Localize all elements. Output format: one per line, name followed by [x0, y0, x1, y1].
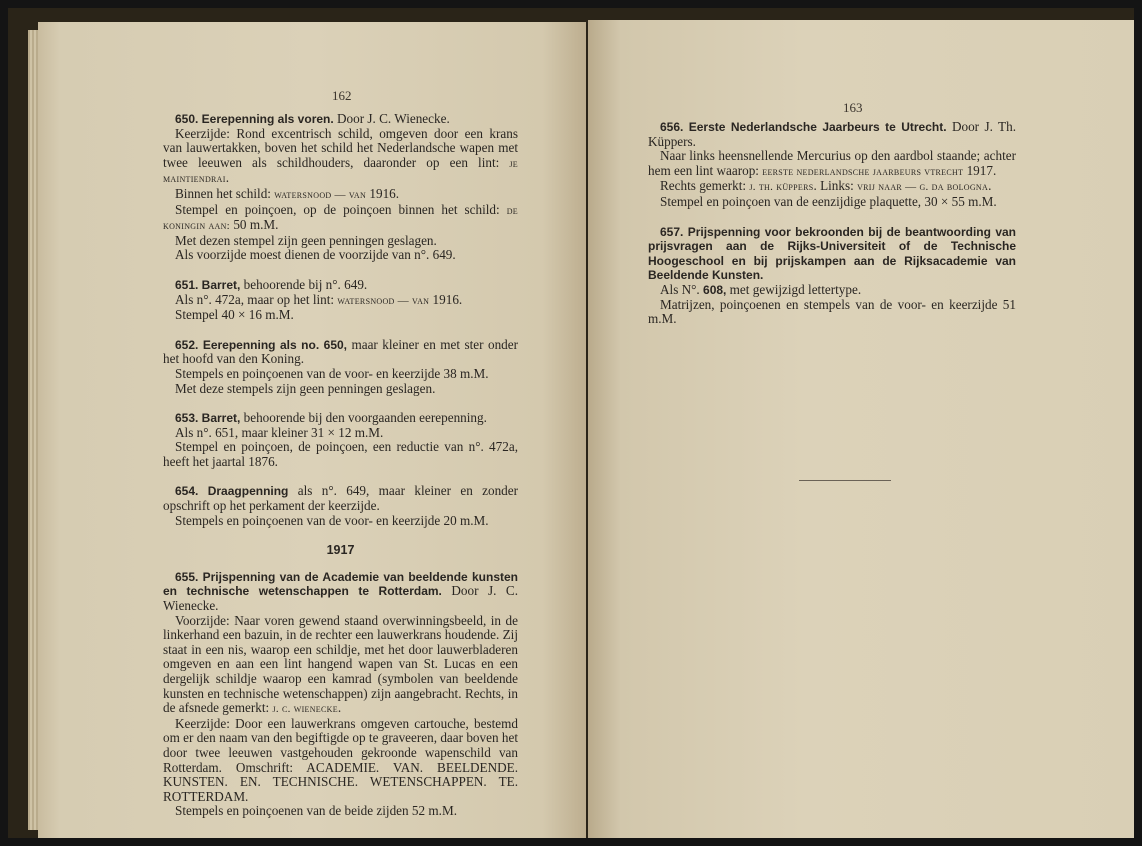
line-segment: watersnood — van [337, 294, 430, 307]
entry-heading [648, 120, 1016, 149]
line-segment: j. c. wienecke [272, 703, 338, 716]
line-segment: Als voorzijde moest dienen de voorzijde van n°. 649. [175, 247, 456, 263]
entry-line [163, 234, 518, 249]
line-segment: Keerzijde: Rond excentrisch schild, omgeven door een krans van lauwertakken, boven het schild het Nederlandsche wapen met twee leeuwen als schildhouders, daaronder op een lint: [163, 125, 518, 170]
entry-heading-rest: maar kleiner en met ster onder het hoofd van den Koning. [163, 336, 519, 367]
line-segment: . [337, 700, 342, 716]
line-segment: Als n°. 472a, maar op het lint: [175, 291, 338, 307]
line-segment: Stempel en poinçoen, op de poinçoen binnen het schild: [175, 201, 507, 217]
line-segment: Stempel en poinçoen van de eenzijdige plaquette, 30 × 55 m.M. [660, 193, 997, 209]
entry-line [163, 127, 518, 187]
catalog-entry [163, 278, 518, 323]
entry-number: 651. [175, 277, 199, 292]
entry-line [163, 426, 518, 441]
entry-line [648, 149, 1016, 179]
entry-heading [163, 411, 518, 426]
left-page-text [163, 112, 518, 834]
page-number-left: 162 [332, 88, 352, 103]
entry-heading-rest: Door J. Th. Küppers. [648, 119, 1016, 149]
line-segment: Als N°. [660, 281, 704, 297]
line-segment: 1916. [429, 291, 463, 307]
line-segment: watersnood — van [274, 188, 367, 201]
entry-line [648, 298, 1016, 327]
page-number-right: 163 [843, 100, 863, 115]
entry-title: Draagpenning [207, 484, 289, 499]
entry-title: Prijspenning van de Academie van beeldende kunsten en technische wetenschappen te Rotterdam. [163, 569, 519, 599]
entry-number: 652. [175, 337, 199, 352]
entry-heading [163, 278, 518, 293]
line-segment: Stempel 40 × 16 m.M. [175, 307, 294, 323]
right-page-text [648, 120, 1016, 342]
line-segment: . [988, 178, 992, 194]
entry-number: 656. [660, 120, 684, 134]
entries-1917 [163, 570, 518, 819]
catalog-entry [163, 570, 518, 819]
entry-heading-rest: Door J. C. Wienecke. [333, 111, 450, 126]
entry-number: 650. [175, 112, 199, 126]
entry-line [163, 367, 518, 382]
end-rule [799, 480, 891, 481]
entry-line [163, 804, 518, 819]
line-segment: Rechts gemerkt: [660, 178, 750, 194]
line-segment: 1916. [366, 185, 400, 201]
line-segment: Voorzijde: Naar voren gewend staand overwinningsbeeld, in de linkerhand een bazuin, in de rechter een lauwerkrans houdende. Zij staat in een nis, waarop een schildje, met het door lauwerbladeren omgeven en aan een lint hangend wapen van St. Lucas en een dergelijk schildje waarop een kamrad (symbolen van beeldende kunsten en technische wetenschappen) zijn aangebracht. Rechts, in de afsnede gemerkt: [163, 612, 518, 716]
entry-heading-rest: behoorende bij den voorgaanden eerepenning. [240, 410, 487, 426]
line-segment: Binnen het schild: [175, 185, 275, 201]
line-segment: Naar links heensnellende Mercurius op den aardbol staande; achter hem een lint waarop: [648, 148, 1016, 178]
entry-heading-rest: Door J. C. Wienecke. [163, 583, 518, 614]
line-segment: Stempels en poinçoenen van de beide zijden 52 m.M. [175, 803, 457, 819]
entry-line [163, 248, 518, 263]
line-segment: vrij naar — g. da bologna [857, 181, 989, 194]
line-segment: Als n°. 651, maar kleiner 31 × 12 m.M. [175, 424, 384, 440]
entry-heading-rest: als n°. 649, maar kleiner en zonder opschrift op het perkament der keerzijde. [163, 483, 519, 514]
entry-heading [163, 570, 518, 614]
line-segment: 1917. [963, 162, 997, 178]
entries-right [648, 120, 1016, 327]
line-segment: 608, [703, 282, 727, 297]
line-segment: met gewijzigd lettertype. [726, 281, 862, 297]
entry-line [648, 283, 1016, 298]
entry-title: Barret, [201, 411, 241, 426]
entry-title: Eerepenning als no. 650, [202, 337, 348, 352]
entry-heading [163, 112, 518, 127]
line-segment: eerste nederlandsche jaarbeurs vtrecht [762, 165, 964, 178]
entry-heading [648, 225, 1016, 283]
right-page [588, 20, 1134, 838]
line-segment: Stempels en poinçoenen van de voor- en keerzijde 38 m.M. [175, 365, 489, 381]
entries-1916 [163, 112, 518, 528]
line-segment: . [225, 170, 229, 186]
entry-line [163, 308, 518, 323]
entry-number: 657. [660, 224, 684, 239]
entry-line [163, 382, 518, 397]
line-segment: j. th. küppers [749, 181, 814, 194]
year-heading: 1917 [326, 543, 355, 558]
entry-line [163, 203, 518, 234]
line-segment: . Links: [813, 178, 858, 194]
line-segment: Matrijzen, poinçoenen en stempels van de voor- en keerzijde 51 m.M. [648, 296, 1016, 327]
line-segment: Stempel en poinçoen, de poinçoen, een reductie van n°. 472a, heeft het jaartal 1876. [163, 439, 518, 469]
entry-number: 654. [175, 484, 199, 499]
entry-title: Barret, [201, 277, 241, 292]
entry-heading [163, 484, 518, 513]
line-segment: Met deze stempels zijn geen penningen geslagen. [175, 380, 436, 396]
entry-line [648, 195, 1016, 210]
catalog-entry [163, 338, 518, 396]
entry-line [163, 440, 518, 469]
entry-title: Eerepenning als voren. [201, 112, 334, 126]
left-page [38, 22, 586, 838]
line-segment: Met dezen stempel zijn geen penningen geslagen. [175, 232, 437, 248]
entry-heading-rest: behoorende bij n°. 649. [240, 276, 368, 292]
entry-number: 655. [175, 569, 199, 584]
catalog-entry [648, 225, 1016, 327]
entry-line [163, 614, 518, 717]
entry-line [648, 179, 1016, 195]
line-segment: de koningin aan: [163, 204, 518, 233]
entry-title: Eerste Nederlandsche Jaarbeurs te Utrecht. [688, 120, 947, 134]
entry-line [163, 514, 518, 529]
entry-title: Prijspenning voor bekroonden bij de beantwoording van prijsvragen aan de Rijks-Universiteit of de Technische Hoogeschool en bij prijskampen aan de Rijksacademie van Beeldende Kunsten. [648, 224, 1016, 283]
entry-line [163, 717, 518, 805]
catalog-entry [163, 112, 518, 263]
entry-number: 653. [175, 411, 199, 426]
line-segment: Stempels en poinçoenen van de voor- en keerzijde 20 m.M. [175, 512, 489, 528]
line-segment: 50 m.M. [230, 217, 279, 233]
line-segment: je maintiendrai [163, 157, 518, 186]
entry-heading [163, 338, 518, 367]
open-book [8, 8, 1134, 838]
catalog-entry [163, 484, 518, 528]
catalog-entry [163, 411, 518, 469]
entry-line [163, 293, 518, 309]
entry-line [163, 187, 518, 203]
line-segment: Keerzijde: Door een lauwerkrans omgeven cartouche, bestemd om er den naam van den begiftigde op te graveeren, daar boven het door twee leeuwen vastgehouden gekroonde wapenschild van Rotterdam. Omschrift: ACADEMIE. VAN. BEELDENDE. KUNSTEN. EN. TECHNISCHE. WETENSCHAPPEN. TE. ROTTERDAM. [163, 715, 518, 804]
catalog-entry [648, 120, 1016, 210]
